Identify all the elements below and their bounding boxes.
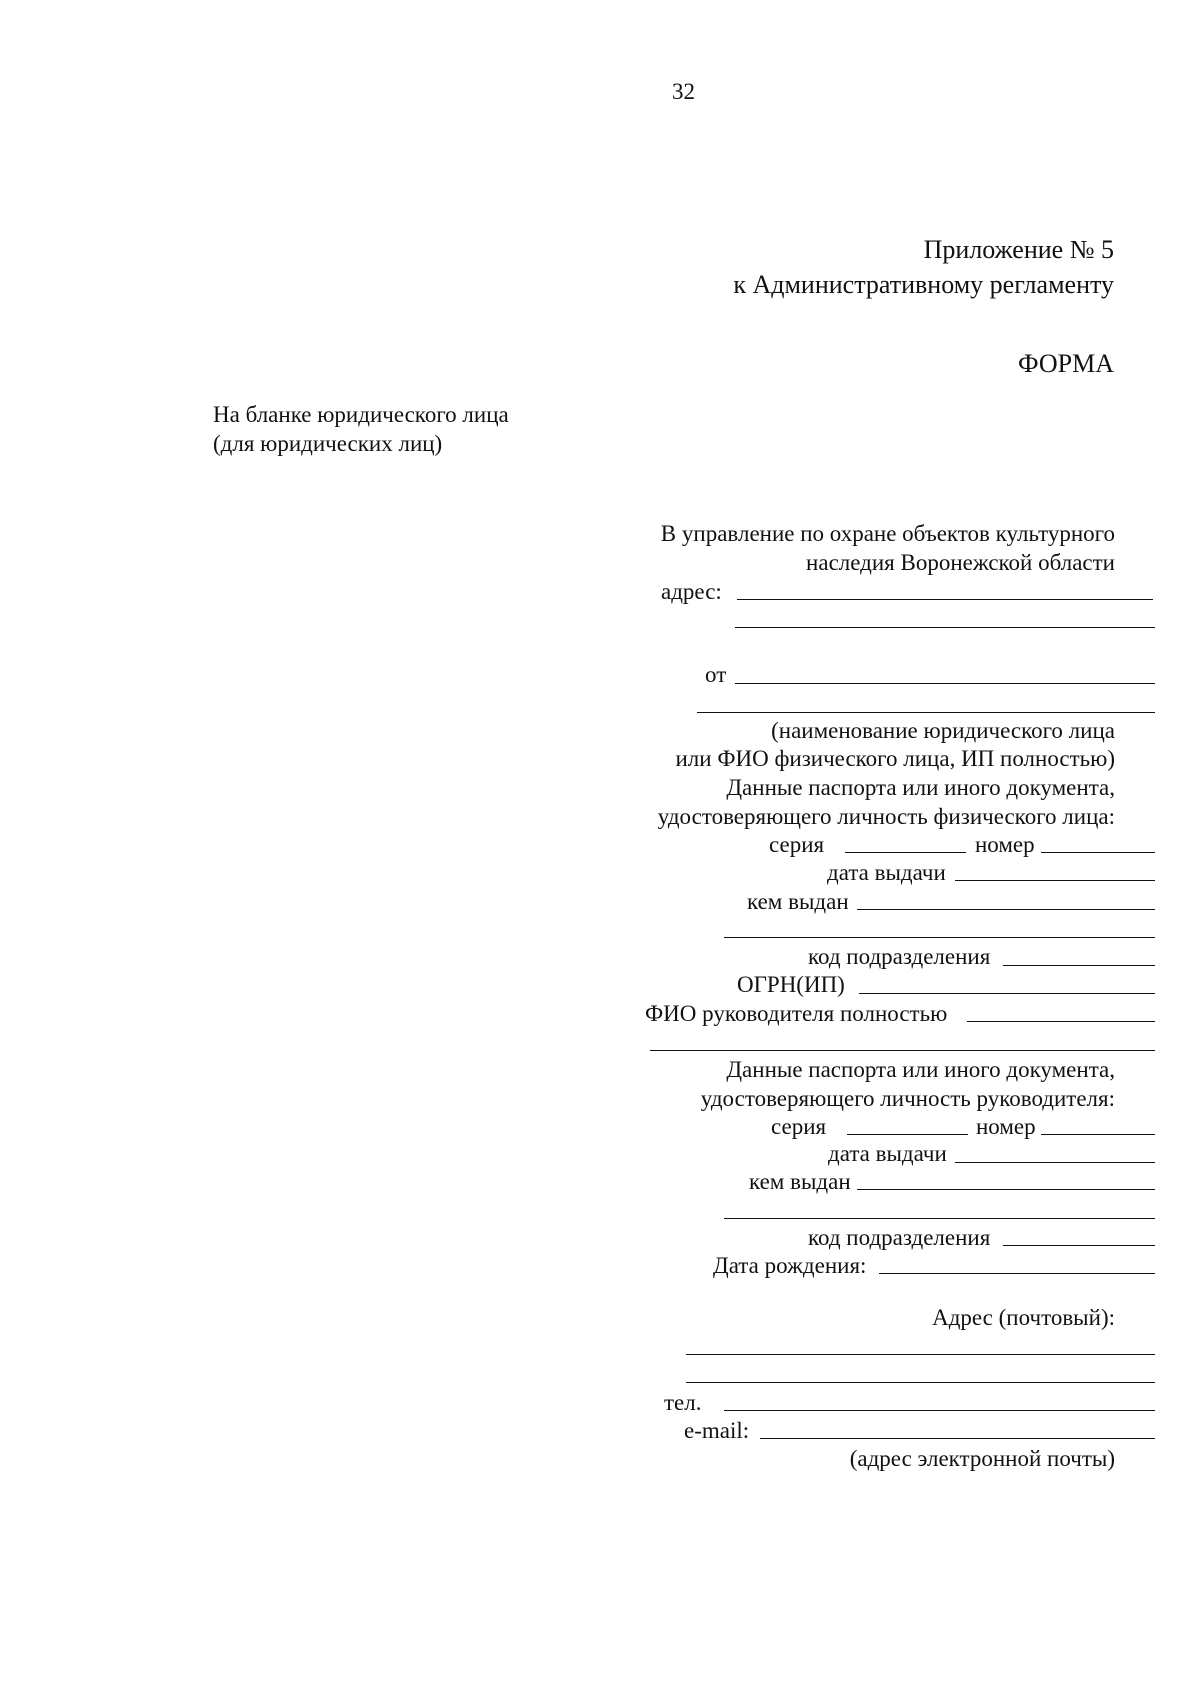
person-series-field[interactable] (845, 852, 966, 853)
birth-date-label: Дата рождения: (713, 1253, 867, 1278)
postal-address-label: Адрес (почтовый): (932, 1305, 1115, 1330)
from-label: от (705, 662, 727, 687)
person-division-code-field[interactable] (1003, 965, 1155, 966)
from-field-line2[interactable] (697, 712, 1155, 713)
director-name-field[interactable] (967, 1021, 1155, 1022)
person-issued-by-label: кем выдан (747, 889, 849, 914)
person-issued-by-field[interactable] (857, 909, 1155, 910)
from-hint-line1: (наименование юридического лица (771, 718, 1115, 743)
form-label: ФОРМА (1018, 349, 1114, 378)
director-division-code-label: код подразделения (808, 1225, 991, 1250)
director-number-field[interactable] (1041, 1134, 1155, 1135)
director-issued-by-field[interactable] (857, 1189, 1155, 1190)
person-issue-date-label: дата выдачи (827, 860, 946, 885)
ogrn-label: ОГРН(ИП) (737, 972, 845, 997)
director-issued-by-label: кем выдан (749, 1169, 851, 1194)
address-field-line2[interactable] (735, 627, 1155, 628)
director-number-label: номер (976, 1114, 1036, 1139)
birth-date-field[interactable] (879, 1273, 1155, 1274)
person-issued-by-field-line2[interactable] (724, 937, 1155, 938)
page-number: 32 (672, 79, 695, 104)
director-name-field-line2[interactable] (650, 1050, 1155, 1051)
director-name-label: ФИО руководителя полностью (645, 1001, 948, 1026)
addressee-line1: В управление по охране объектов культурного (660, 521, 1115, 546)
email-field[interactable] (760, 1438, 1155, 1439)
phone-label: тел. (664, 1390, 702, 1415)
postal-address-field[interactable] (686, 1354, 1155, 1355)
director-issue-date-field[interactable] (955, 1162, 1155, 1163)
postal-address-field-line2[interactable] (686, 1382, 1155, 1383)
from-hint-line2: или ФИО физического лица, ИП полностью) (675, 746, 1115, 771)
address-field[interactable] (737, 599, 1153, 600)
director-issued-by-field-line2[interactable] (724, 1218, 1155, 1219)
director-division-code-field[interactable] (1003, 1245, 1155, 1246)
phone-field[interactable] (724, 1410, 1155, 1411)
appendix-subtitle: к Административному регламенту (733, 270, 1114, 299)
person-issue-date-field[interactable] (955, 880, 1155, 881)
director-passport-heading-line1: Данные паспорта или иного документа, (726, 1057, 1115, 1082)
email-hint: (адрес электронной почты) (849, 1446, 1115, 1471)
address-label: адрес: (661, 579, 722, 604)
person-passport-heading-line2: удостоверяющего личность физического лица: (657, 804, 1115, 829)
director-issue-date-label: дата выдачи (828, 1141, 947, 1166)
addressee-line2: наследия Воронежской области (806, 550, 1115, 575)
letterhead-note-line1: На бланке юридического лица (213, 402, 509, 427)
director-series-field[interactable] (847, 1134, 968, 1135)
ogrn-field[interactable] (859, 993, 1155, 994)
appendix-title: Приложение № 5 (923, 235, 1114, 264)
director-passport-heading-line2: удостоверяющего личность руководителя: (700, 1086, 1115, 1111)
director-series-label: серия (771, 1114, 827, 1139)
person-number-label: номер (975, 832, 1035, 857)
person-number-field[interactable] (1041, 852, 1155, 853)
person-series-label: серия (769, 832, 825, 857)
letterhead-note-line2: (для юридических лиц) (213, 431, 443, 456)
email-label: e-mail: (684, 1418, 750, 1443)
person-division-code-label: код подразделения (808, 944, 991, 969)
person-passport-heading-line1: Данные паспорта или иного документа, (726, 775, 1115, 800)
from-field[interactable] (735, 683, 1155, 684)
